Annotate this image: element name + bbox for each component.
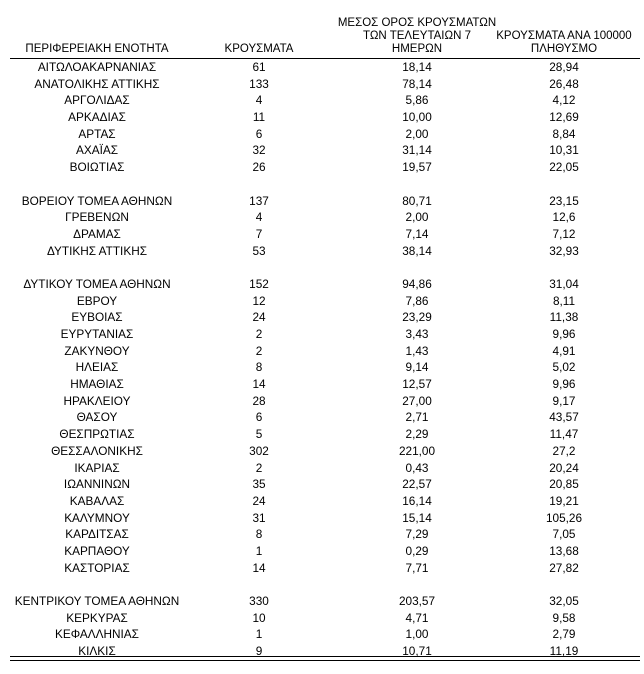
region-cell: ΒΟΙΩΤΙΑΣ — [69, 160, 125, 175]
table-row — [0, 543, 644, 560]
header-per-line-2: ΠΛΗΘΥΣΜΟ — [530, 43, 598, 55]
region-cell: ΕΒΡΟΥ — [76, 293, 118, 308]
region-cell: ΔΥΤΙΚΟΥ ΤΟΜΕΑ ΑΘΗΝΩΝ — [23, 276, 171, 291]
table-row — [0, 526, 644, 543]
average-cell: 5,86 — [405, 93, 429, 108]
average-cell: 38,14 — [402, 243, 432, 258]
table-row — [0, 126, 644, 143]
table-row — [0, 560, 644, 577]
region-cell: ΑΙΤΩΛΟΑΚΑΡΝΑΝΙΑΣ — [37, 60, 157, 74]
table-row — [0, 359, 644, 376]
group-spacer — [0, 176, 644, 193]
table-row — [0, 276, 644, 293]
per-100000-cell: 32,93 — [549, 243, 579, 258]
average-cell: 22,57 — [402, 477, 432, 492]
region-cell: ΗΜΑΘΙΑΣ — [70, 377, 124, 392]
per-100000-cell: 7,12 — [552, 226, 576, 241]
table-row — [0, 610, 644, 627]
average-cell: 94,86 — [402, 276, 432, 291]
table-row — [0, 226, 644, 243]
cases-cell: 4 — [255, 93, 263, 108]
table-bottom-double-rule — [10, 656, 640, 661]
table-row — [0, 393, 644, 410]
cases-cell: 133 — [249, 76, 269, 91]
header-average — [332, 17, 502, 56]
average-cell: 0,43 — [405, 460, 429, 475]
per-100000-cell: 4,91 — [552, 343, 576, 358]
per-100000-cell: 9,96 — [552, 327, 576, 341]
cases-cell: 6 — [255, 410, 263, 425]
table-row — [0, 376, 644, 393]
per-100000-cell: 11,38 — [549, 310, 579, 325]
average-cell: 9,14 — [405, 360, 429, 375]
cases-cell: 152 — [249, 276, 269, 291]
cases-cell: 2 — [255, 460, 263, 475]
cases-cell: 24 — [252, 310, 266, 325]
average-cell: 0,29 — [405, 543, 429, 558]
cases-cell: 2 — [255, 343, 263, 358]
cases-cell: 61 — [252, 60, 266, 74]
cases-cell: 6 — [255, 126, 263, 141]
table-row — [0, 76, 644, 93]
per-100000-cell: 9,58 — [552, 610, 576, 625]
region-cell: ΕΥΒΟΙΑΣ — [71, 310, 123, 325]
table-row — [0, 510, 644, 527]
per-100000-cell: 105,26 — [545, 510, 583, 525]
average-cell: 15,14 — [402, 510, 432, 525]
region-cell: ΘΕΣΠΡΩΤΙΑΣ — [59, 427, 135, 442]
table-row — [0, 142, 644, 159]
table-row — [0, 209, 644, 226]
table-body — [0, 59, 644, 660]
region-cell: ΓΡΕΒΕΝΩΝ — [65, 210, 129, 225]
region-cell: ΒΟΡΕΙΟΥ ΤΟΜΕΑ ΑΘΗΝΩΝ — [21, 193, 173, 208]
average-cell: 1,00 — [405, 627, 429, 642]
per-100000-cell: 10,31 — [549, 143, 579, 158]
average-cell: 2,00 — [405, 210, 429, 225]
cases-cell: 31 — [252, 510, 266, 525]
region-cell: ΚΕΦΑΛΛΗΝΙΑΣ — [55, 627, 139, 642]
cases-cell: 2 — [255, 327, 263, 341]
per-100000-cell: 43,57 — [549, 410, 579, 425]
per-100000-cell: 7,05 — [552, 527, 576, 542]
table-row — [0, 193, 644, 210]
table-row — [0, 626, 644, 643]
header-region — [0, 43, 194, 56]
table-row — [0, 476, 644, 493]
average-cell: 2,29 — [405, 427, 429, 442]
cases-cell: 302 — [249, 443, 269, 458]
average-cell: 4,71 — [405, 610, 429, 625]
header-average-line-3: ΗΜΕΡΩΝ — [391, 43, 443, 55]
per-100000-cell: 9,96 — [552, 377, 576, 392]
per-100000-cell: 12,69 — [549, 110, 579, 125]
per-100000-cell: 9,17 — [552, 393, 576, 408]
average-cell: 221,00 — [398, 443, 436, 458]
table-row — [0, 426, 644, 443]
per-100000-cell: 11,19 — [549, 644, 579, 659]
header-per-100000 — [488, 30, 640, 56]
region-cell: ΘΕΣΣΑΛΟΝΙΚΗΣ — [51, 443, 143, 458]
table-row — [0, 109, 644, 126]
average-cell: 7,29 — [405, 527, 429, 542]
cases-cell: 32 — [252, 143, 266, 158]
per-100000-cell: 31,04 — [549, 276, 579, 291]
per-100000-cell: 5,02 — [552, 360, 576, 375]
cases-cell: 5 — [255, 427, 263, 442]
region-cell: ΚΑΣΤΟΡΙΑΣ — [64, 560, 130, 575]
cases-cell: 14 — [252, 377, 266, 392]
region-cell: ΚΑΡΔΙΤΣΑΣ — [65, 527, 129, 542]
region-cell: ΙΚΑΡΙΑΣ — [74, 460, 120, 475]
table-row — [0, 159, 644, 176]
cases-cell: 53 — [252, 243, 266, 258]
header-average-line-2: ΤΩΝ ΤΕΛΕΥΤΑΙΩΝ 7 — [363, 30, 471, 42]
average-cell: 7,71 — [405, 560, 429, 575]
region-cell: ΑΧΑΪΑΣ — [75, 143, 119, 158]
group-spacer — [0, 259, 644, 276]
per-100000-cell: 23,15 — [549, 193, 579, 208]
per-100000-cell: 28,94 — [549, 60, 579, 74]
region-cell: ΚΑΛΥΜΝΟΥ — [64, 510, 130, 525]
average-cell: 7,86 — [405, 293, 429, 308]
table-row — [0, 92, 644, 109]
average-cell: 203,57 — [398, 594, 436, 608]
per-100000-cell: 11,47 — [549, 427, 579, 442]
cases-cell: 1 — [255, 627, 263, 642]
cases-cell: 10 — [252, 610, 266, 625]
average-cell: 16,14 — [402, 493, 432, 508]
average-cell: 7,14 — [405, 226, 429, 241]
region-cell: ΑΝΑΤΟΛΙΚΗΣ ΑΤΤΙΚΗΣ — [34, 76, 160, 91]
region-cell: ΖΑΚΥΝΘΟΥ — [64, 343, 130, 358]
per-100000-cell: 19,21 — [549, 493, 579, 508]
table-row — [0, 493, 644, 510]
per-100000-cell: 4,12 — [552, 93, 576, 108]
group-spacer — [0, 576, 644, 593]
cases-cell: 28 — [252, 393, 266, 408]
cases-cell: 14 — [252, 560, 266, 575]
average-cell: 2,71 — [405, 410, 429, 425]
average-cell: 10,71 — [402, 644, 432, 659]
table-row — [0, 293, 644, 310]
table-row — [0, 593, 644, 610]
per-100000-cell: 8,11 — [552, 293, 576, 308]
region-cell: ΚΙΛΚΙΣ — [78, 644, 116, 659]
table-row — [0, 243, 644, 260]
per-100000-cell: 8,84 — [552, 126, 576, 141]
cases-cell: 24 — [252, 493, 266, 508]
average-cell: 23,29 — [402, 310, 432, 325]
cases-cell: 35 — [252, 477, 266, 492]
average-cell: 18,14 — [402, 60, 432, 74]
table-row — [0, 443, 644, 460]
table-row — [0, 326, 644, 343]
cases-cell: 137 — [249, 193, 269, 208]
per-100000-cell: 22,05 — [549, 160, 579, 175]
region-cell: ΙΩΑΝΝΙΝΩΝ — [63, 477, 131, 492]
region-cell: ΘΑΣΟΥ — [76, 410, 118, 425]
table-row — [0, 343, 644, 360]
cases-cell: 7 — [255, 226, 263, 241]
region-cell: ΗΡΑΚΛΕΙΟΥ — [63, 393, 131, 408]
per-100000-cell: 2,79 — [552, 627, 576, 642]
cases-cell: 8 — [255, 360, 263, 375]
header-average-line-1: ΜΕΣΟΣ ΟΡΟΣ ΚΡΟΥΣΜΑΤΩΝ — [337, 17, 497, 29]
average-cell: 31,14 — [402, 143, 432, 158]
average-cell: 1,43 — [405, 343, 429, 358]
per-100000-cell: 27,82 — [549, 560, 579, 575]
cases-cell: 11 — [252, 110, 266, 125]
table-row — [0, 409, 644, 426]
cases-cell: 26 — [252, 160, 266, 175]
header-cases-label: ΚΡΟΥΣΜΑΤΑ — [224, 43, 294, 55]
per-100000-cell: 32,05 — [549, 594, 579, 608]
average-cell: 10,00 — [402, 110, 432, 125]
per-100000-cell: 26,48 — [549, 76, 579, 91]
cases-cell: 12 — [252, 293, 266, 308]
region-cell: ΕΥΡΥΤΑΝΙΑΣ — [60, 327, 134, 341]
cases-cell: 330 — [249, 594, 269, 608]
table-header — [0, 8, 644, 56]
average-cell: 19,57 — [402, 160, 432, 175]
region-cell: ΚΑΡΠΑΘΟΥ — [64, 543, 130, 558]
region-cell: ΚΕΝΤΡΙΚΟΥ ΤΟΜΕΑ ΑΘΗΝΩΝ — [14, 594, 180, 608]
per-100000-cell: 27,2 — [552, 443, 576, 458]
average-cell: 27,00 — [402, 393, 432, 408]
region-cell: ΚΑΒΑΛΑΣ — [69, 493, 125, 508]
average-cell: 2,00 — [405, 126, 429, 141]
region-cell: ΑΡΓΟΛΙΔΑΣ — [64, 93, 130, 108]
header-region-label: ΠΕΡΙΦΕΡΕΙΑΚΗ ΕΝΟΤΗΤΑ — [25, 43, 169, 55]
cases-cell: 8 — [255, 527, 263, 542]
table-row — [0, 460, 644, 477]
header-cases — [196, 43, 322, 56]
cases-cell: 1 — [255, 543, 263, 558]
average-cell: 78,14 — [402, 76, 432, 91]
region-cell: ΑΡΤΑΣ — [78, 126, 116, 141]
table-row — [0, 59, 644, 76]
per-100000-cell: 12,6 — [552, 210, 576, 225]
cases-cell: 9 — [255, 644, 263, 659]
header-per-line-1: ΚΡΟΥΣΜΑΤΑ ΑΝΑ 100000 — [496, 30, 632, 42]
per-100000-cell: 20,24 — [549, 460, 579, 475]
region-cell: ΔΡΑΜΑΣ — [73, 226, 121, 241]
cases-cell: 4 — [255, 210, 263, 225]
table-row — [0, 309, 644, 326]
per-100000-cell: 13,68 — [549, 543, 579, 558]
average-cell: 12,57 — [402, 377, 432, 392]
per-100000-cell: 20,85 — [549, 477, 579, 492]
average-cell: 3,43 — [405, 327, 429, 341]
region-cell: ΔΥΤΙΚΗΣ ΑΤΤΙΚΗΣ — [46, 243, 148, 258]
region-cell: ΑΡΚΑΔΙΑΣ — [68, 110, 126, 125]
region-cell: ΗΛΕΙΑΣ — [75, 360, 119, 375]
average-cell: 80,71 — [402, 193, 432, 208]
region-cell: ΚΕΡΚΥΡΑΣ — [66, 610, 128, 625]
